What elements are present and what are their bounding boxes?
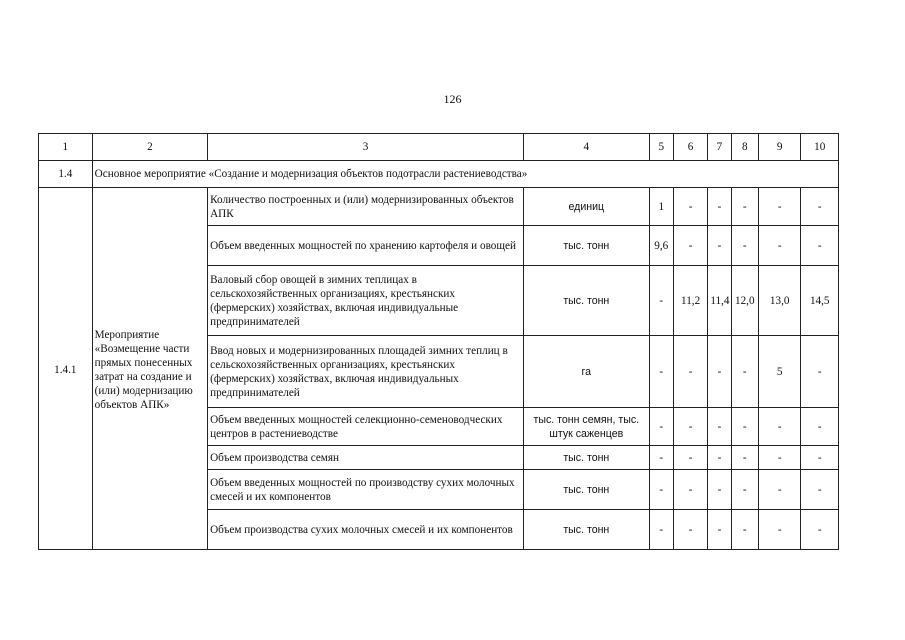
value-cell: - xyxy=(731,188,758,226)
section-code: 1.4 xyxy=(39,161,93,188)
indicator-cell: Объем производства сухих молочных смесей и их компонентов xyxy=(208,510,524,550)
value-cell: - xyxy=(758,470,801,510)
value-cell: - xyxy=(801,408,839,446)
unit-cell: тыс. тонн xyxy=(524,446,650,470)
value-cell: - xyxy=(801,336,839,408)
unit-cell: тыс. тонн xyxy=(524,266,650,336)
value-cell: - xyxy=(673,470,707,510)
value-cell: - xyxy=(708,188,731,226)
indicator-cell: Объем введенных мощностей по хранению картофеля и овощей xyxy=(208,226,524,266)
value-cell: 13,0 xyxy=(758,266,801,336)
header-cell: 7 xyxy=(708,134,731,161)
indicator-cell: Валовый сбор овощей в зимних теплицах в сельскохозяйственных организациях, крестьянских (фермерских) хозяйствах, включая индивидуальные предпринимателей xyxy=(208,266,524,336)
indicator-cell: Объем введенных мощностей селекционно-семеноводческих центров в растениеводстве xyxy=(208,408,524,446)
measure-code: 1.4.1 xyxy=(39,188,93,550)
header-cell: 3 xyxy=(208,134,524,161)
measure-title: Мероприятие «Возмещение части прямых понесенных затрат на создание и (или) модернизацию объектов АПК» xyxy=(92,188,207,550)
value-cell: - xyxy=(649,266,673,336)
value-cell: - xyxy=(673,446,707,470)
value-cell: - xyxy=(758,408,801,446)
value-cell: - xyxy=(801,446,839,470)
value-cell: - xyxy=(731,470,758,510)
value-cell: 1 xyxy=(649,188,673,226)
indicator-cell: Ввод новых и модернизированных площадей зимних теплиц в сельскохозяйственных организациях, крестьянских (фермерских) хозяйствах, включая индивидуальных предпринимателей xyxy=(208,336,524,408)
value-cell: - xyxy=(801,470,839,510)
indicator-cell: Объем производства семян xyxy=(208,446,524,470)
header-cell: 4 xyxy=(524,134,650,161)
header-cell: 9 xyxy=(758,134,801,161)
unit-cell: тыс. тонн xyxy=(524,226,650,266)
value-cell: 9,6 xyxy=(649,226,673,266)
header-cell: 8 xyxy=(731,134,758,161)
value-cell: - xyxy=(801,188,839,226)
section-row xyxy=(39,161,839,188)
value-cell: - xyxy=(708,510,731,550)
value-cell: - xyxy=(649,470,673,510)
table-row xyxy=(39,188,839,226)
page-number: 126 xyxy=(443,92,462,106)
value-cell: - xyxy=(673,336,707,408)
value-cell: - xyxy=(673,226,707,266)
value-cell: - xyxy=(708,470,731,510)
value-cell: - xyxy=(731,446,758,470)
value-cell: - xyxy=(708,408,731,446)
unit-cell: га xyxy=(524,336,650,408)
value-cell: - xyxy=(673,408,707,446)
value-cell: - xyxy=(649,336,673,408)
header-cell: 5 xyxy=(649,134,673,161)
value-cell: 11,4 xyxy=(708,266,731,336)
value-cell: - xyxy=(649,510,673,550)
value-cell: - xyxy=(758,188,801,226)
value-cell: - xyxy=(731,336,758,408)
indicators-table xyxy=(38,133,839,550)
value-cell: - xyxy=(649,408,673,446)
header-cell: 2 xyxy=(92,134,207,161)
section-title: Основное мероприятие «Создание и модернизация объектов подотрасли растениеводства» xyxy=(92,161,838,188)
value-cell: 11,2 xyxy=(673,266,707,336)
value-cell: - xyxy=(758,446,801,470)
value-cell: - xyxy=(731,226,758,266)
value-cell: - xyxy=(758,226,801,266)
header-cell: 1 xyxy=(39,134,93,161)
value-cell: 5 xyxy=(758,336,801,408)
indicator-cell: Количество построенных и (или) модернизированных объектов АПК xyxy=(208,188,524,226)
value-cell: - xyxy=(649,446,673,470)
value-cell: - xyxy=(673,510,707,550)
value-cell: - xyxy=(731,510,758,550)
unit-cell: тыс. тонн xyxy=(524,510,650,550)
value-cell: - xyxy=(801,510,839,550)
value-cell: 14,5 xyxy=(801,266,839,336)
value-cell: - xyxy=(708,336,731,408)
value-cell: - xyxy=(758,510,801,550)
value-cell: - xyxy=(673,188,707,226)
value-cell: - xyxy=(801,226,839,266)
header-row xyxy=(39,134,839,161)
value-cell: - xyxy=(708,446,731,470)
header-cell: 6 xyxy=(673,134,707,161)
unit-cell: тыс. тонн семян, тыс. штук саженцев xyxy=(524,408,650,446)
value-cell: 12,0 xyxy=(731,266,758,336)
header-cell: 10 xyxy=(801,134,839,161)
unit-cell: единиц xyxy=(524,188,650,226)
value-cell: - xyxy=(731,408,758,446)
unit-cell: тыс. тонн xyxy=(524,470,650,510)
indicator-cell: Объем введенных мощностей по производству сухих молочных смесей и их компонентов xyxy=(208,470,524,510)
value-cell: - xyxy=(708,226,731,266)
